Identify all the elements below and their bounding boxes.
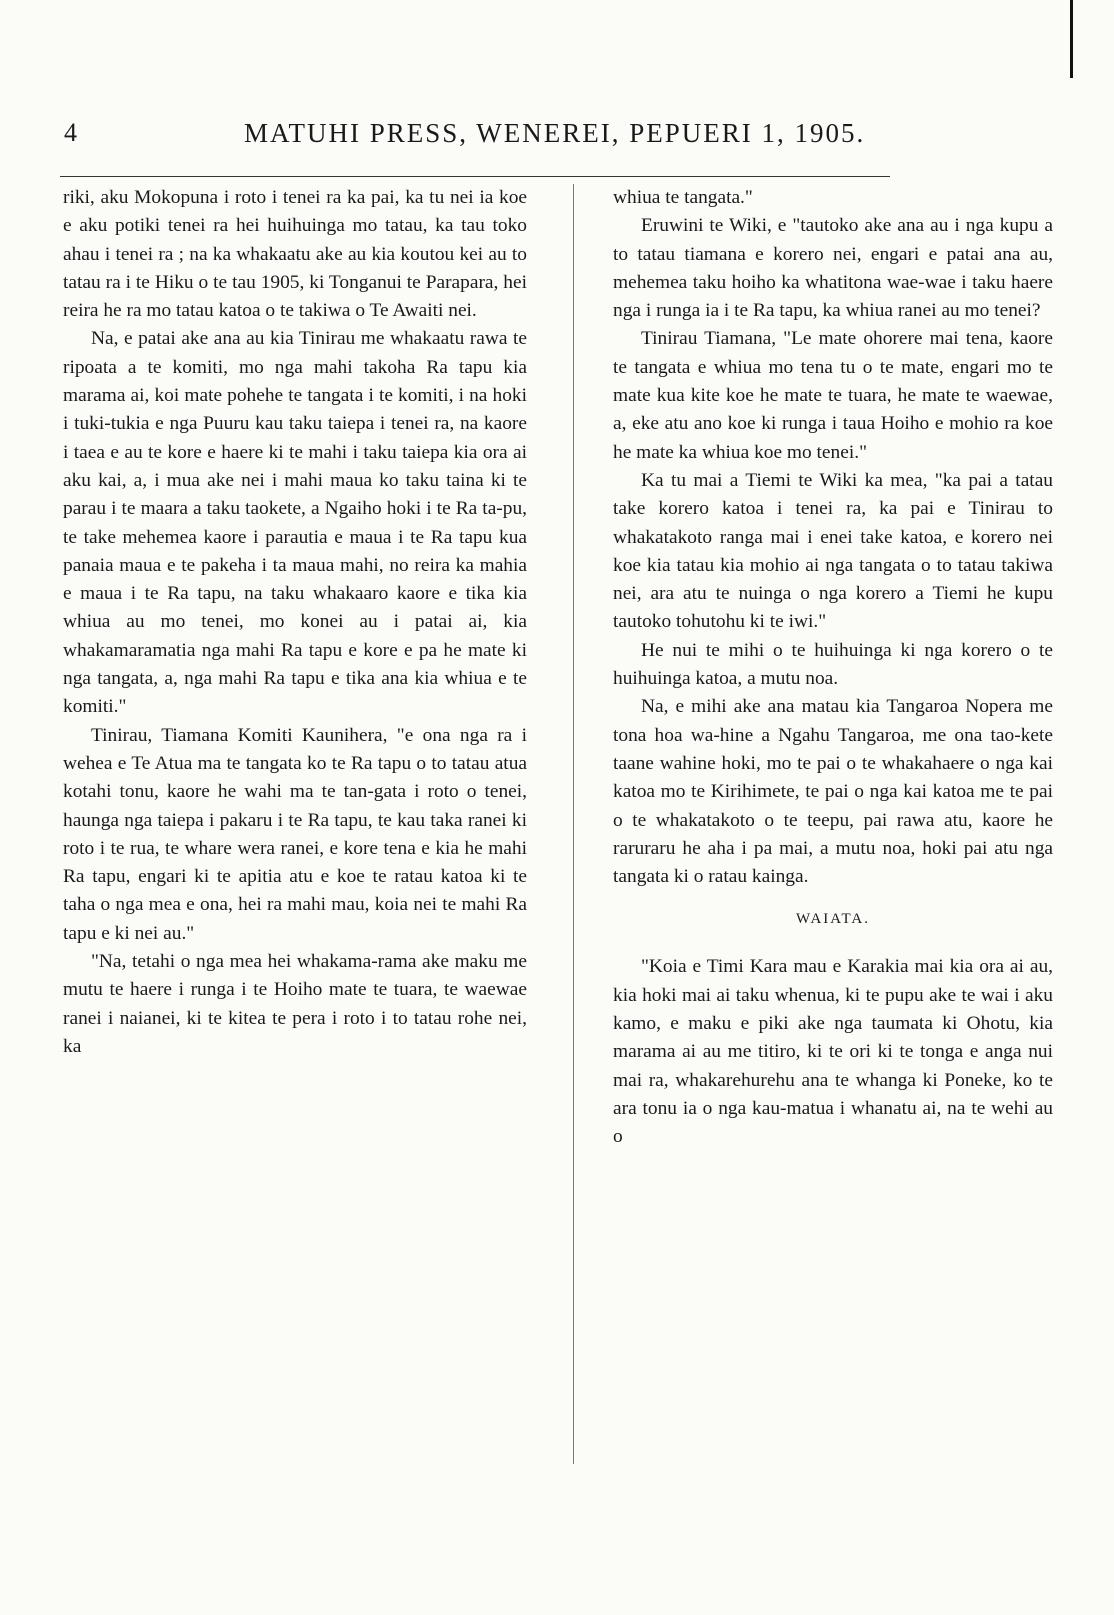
page-header xyxy=(60,118,920,152)
paragraph: Na, e mihi ake ana matau kia Tangaroa Nopera me tona hoa wa-hine a Ngahu Tangaroa, me ona tao-kete taane wahine hoki, mo te pai o te whakahaere o nga kai katoa mo te Kirihimete, te pai o nga kai katoa me te pai o te whakatakoto o te teepu, pai rawa atu, kaore he raruraru he aha i pa mai, a mutu noa, hoki pai atu nga tangata ki o ratau kainga. xyxy=(613,696,1053,888)
paragraph: "Na, tetahi o nga mea hei whakama-rama ake maku me mutu te haere i runga i te Hoiho mate te tuara, te waewae ranei i naianei, ki te kitea te pera i roto i to tatau rohe nei, ka xyxy=(63,951,527,1057)
paragraph: Ka tu mai a Tiemi te Wiki ka mea, "ka pai a tatau take korero katoa i tenei ra, ka pai e Tinirau to whakatakoto ranga mai i enei take katoa, e korero nei koe kia tatau kia mohio ai nga tangata o to tatau takiwa nei, ara atu te nuinga o nga korero a Tiemi he kupu tautoko tohutohu ki te iwi." xyxy=(613,469,1053,633)
right-column xyxy=(613,184,1053,1152)
masthead-title: MATUHI PRESS, WENEREI, PEPUERI 1, 1905. xyxy=(244,118,866,148)
paragraph: Eruwini te Wiki, e "tautoko ake ana au i nga kupu a to tatau tiamana e korero nei, engari e patai ana au, mehemea taku hoiho ka whatitona wae-wae i taku haere nga i runga ia i te Ra tapu, ka whiua ranei au mo tenei? xyxy=(613,215,1053,322)
paragraph: "Koia e Timi Kara mau e Karakia mai kia ora ai au, kia hoki mai ai taku whenua, ki te pupu ake te wai i aku kamo, e maku e piki ake nga taumata ki Ohotu, kia marama ai au me titiro, ki te ori ki te tonga e anga nui mai ra, whakarehurehu ana te whanga ki Poneke, ko te ara tonu ia o nga kau-matua i whanatu ai, na te wehi au o xyxy=(613,956,1053,1148)
right-margin-line xyxy=(1070,0,1073,78)
paragraph: riki, aku Mokopuna i roto i tenei ra ka pai, ka tu nei ia koe e aku potiki tenei ra hei huihuinga mo tatau, ka tau toko ahau i tenei ra ; na ka whakaatu ake au kia koutou kei au to tatau ra i te Hiku o te tau 1905, ki Tonganui te Parapara, hei reira he ra mo tatau katoa o te takiwa o Te Awaiti nei. xyxy=(63,187,527,322)
paragraph: He nui te mihi o te huihuinga ki nga korero o te huihuinga katoa, a mutu noa. xyxy=(613,639,1053,690)
paragraph: Tinirau Tiamana, "Le mate ohorere mai tena, kaore te tangata e whiua mo tena tu o te mate, engari mo te mate kua kite koe he mate te tuara, he mate te waewae, a, eke atu ano koe ki runga i taua Hoiho e mohio ra koe he mate ka whiua koe mo tenei." xyxy=(613,328,1053,463)
paragraph: whiua te tangata." xyxy=(613,187,753,208)
paragraph: Na, e patai ake ana au kia Tinirau me whakaatu rawa te ripoata a te komiti, mo nga mahi takoha Ra tapu kia marama ai, koi mate pohehe te tangata i te komiti, i na hoki i tuki-tukia e nga Puuru kau taku taiepa i tenei ra, na kaore i taea e au te kore e haere ki te mahi i taku taiepa kia ora ai aku kai, a, i mua ake nei i mahi maua ko taku taina ki te parau i te maara a taku taokete, a Ngaiho hoki i te Ra ta-pu, te take mehemea kaore i parautia e maua i te Ra tapu kua panaia maua e te pakeha i ta maua mahi, no reira ka mahia e maua i te Ra tapu, na taku whakaaro kaore e tika kia whiua au mo tenei, mo konei au i patai ai, kia whakamaramatia nga mahi Ra tapu e kore e pa he mate ki nga tangata, a, nga mahi Ra tapu e tika ana kia whiua e te komiti." xyxy=(63,328,527,718)
section-heading-waiata: WAIATA. xyxy=(795,911,871,928)
header-rule xyxy=(60,176,890,177)
paragraph: Tinirau, Tiamana Komiti Kaunihera, "e ona nga ra i wehea e Te Atua ma te tangata ko te Ra tapu o to tatau atua kotahi tonu, kaore he wahi ma te tan-gata i roto o tenei, haunga nga taiepa i pakaru i te Ra tapu, te kau taka ranei ki roto i te rua, te whare wera ranei, e kore tena e kia he mahi Ra tapu, engari ki te apitia atu e koe te ratau katoa ki te taha o nga mea e ona, hei ra mahi mau, koia nei te mahi Ra tapu e ki nei au." xyxy=(63,724,527,944)
column-rule xyxy=(573,184,574,1464)
page-number: 4 xyxy=(64,118,78,147)
left-column xyxy=(63,184,527,1061)
